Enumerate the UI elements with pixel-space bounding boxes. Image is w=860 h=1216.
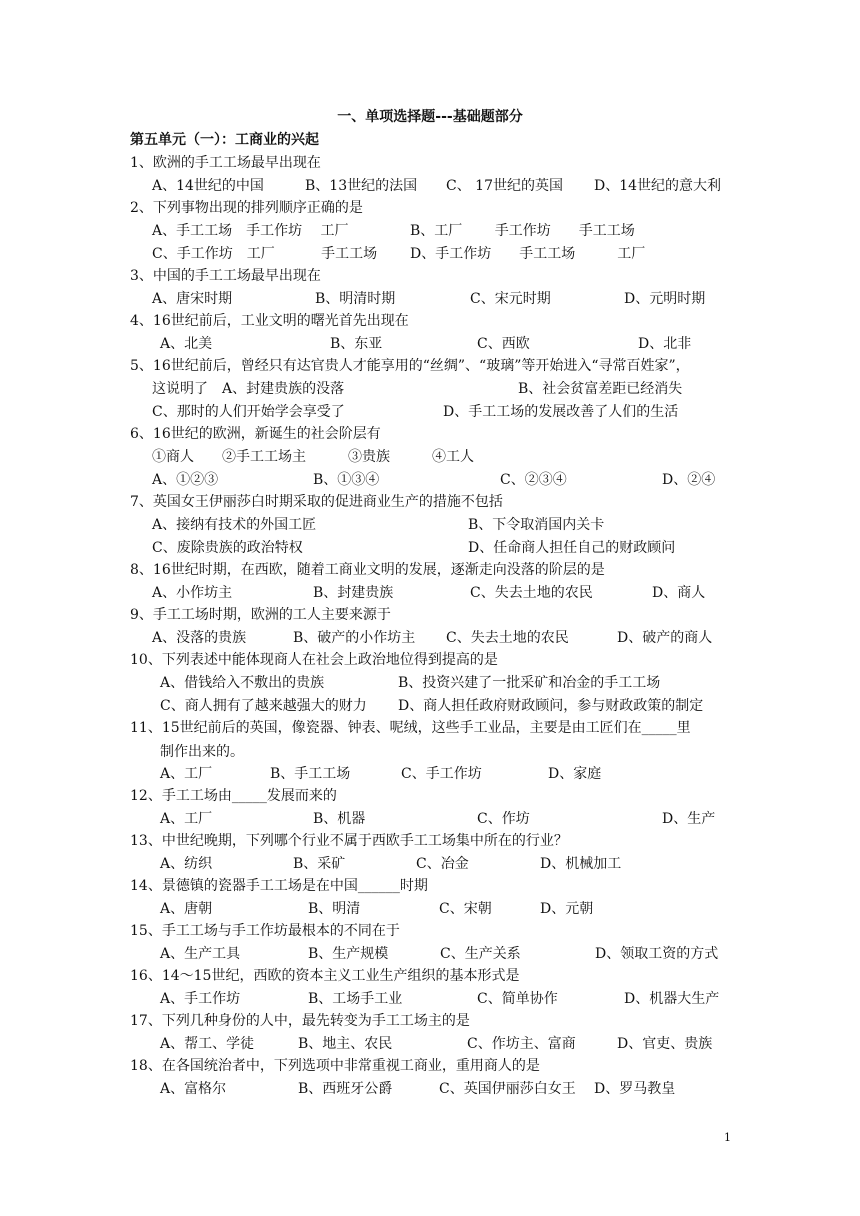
answer-option: A、唐宋时期	[152, 291, 233, 307]
answer-option: C、那时的人们开始学会享受了	[152, 404, 345, 420]
answer-option: 这说明了 A、封建贵族的没落	[152, 381, 345, 397]
question-stem: 13、中世纪晚期，下列哪个行业不属于西欧手工工场集中所在的行业？	[130, 833, 568, 849]
answer-option: C、冶金	[416, 856, 469, 872]
answer-option: A、工厂	[160, 766, 213, 782]
answer-option: B、生产规模	[308, 946, 389, 962]
answer-option: C、英国伊丽莎白女王	[439, 1081, 576, 1097]
question-stem: 18、在各国统治者中，下列选项中非常重视工商业，重用商人的是	[130, 1058, 540, 1074]
answer-option: A、手工作坊	[160, 991, 241, 1007]
answer-option: A、唐朝	[160, 901, 213, 917]
answer-option: A、生产工具	[160, 946, 241, 962]
answer-option: C、西欧	[477, 336, 530, 352]
answer-option: D、14世纪的意大利	[594, 178, 722, 194]
answer-option: D、破产的商人	[617, 630, 713, 646]
section-title: 一、单项选择题---基础题部分	[337, 109, 523, 125]
question-stem: 16、14～15世纪，西欧的资本主义工业生产组织的基本形式是	[130, 968, 520, 984]
answer-option: B、机器	[313, 811, 366, 827]
answer-option: D、机械加工	[540, 856, 622, 872]
answer-option: C、商人拥有了越来越强大的财力	[160, 698, 367, 714]
answer-option: D、任命商人担任自己的财政顾问	[468, 540, 676, 556]
answer-option: A、借钱给入不敷出的贵族	[160, 675, 325, 691]
answer-option: B、明清时期	[315, 291, 396, 307]
answer-option: A、接纳有技术的外国工匠	[152, 517, 317, 533]
question-stem: 1、欧洲的手工工场最早出现在	[130, 155, 321, 171]
answer-option: D、罗马教皇	[594, 1081, 676, 1097]
answer-option: C、②③④	[500, 472, 567, 488]
answer-option: A、①②③	[152, 472, 219, 488]
question-stem: 14、景德镇的瓷器手工工场是在中国______时期	[130, 878, 428, 894]
answer-option: A、帮工、学徒	[160, 1036, 255, 1052]
answer-option: B、社会贫富差距已经消失	[518, 381, 683, 397]
question-stem: 15、手工工场与手工作坊最根本的不同在于	[130, 923, 400, 939]
answer-option: B、破产的小作坊主	[293, 630, 416, 646]
answer-option: D、官吏、贵族	[617, 1036, 713, 1052]
question-stem: 8、16世纪时期，在西欧，随着工商业文明的发展，逐渐走向没落的阶层的是	[130, 562, 605, 578]
answer-option: A、富格尔	[160, 1081, 227, 1097]
answer-option: A、14世纪的中国	[152, 178, 264, 194]
question-stem: 9、手工工场时期，欧洲的工人主要来源于	[130, 607, 391, 623]
question-stem: 4、16世纪前后，工业文明的曙光首先出现在	[130, 313, 409, 329]
question-stem: 3、中国的手工工场最早出现在	[130, 268, 321, 284]
answer-option: C、宋元时期	[470, 291, 551, 307]
answer-option: B、手工工场	[270, 766, 351, 782]
answer-option: D、元朝	[540, 901, 594, 917]
question-text: 制作出来的。	[160, 744, 244, 760]
answer-option: B、下令取消国内关卡	[468, 517, 605, 533]
answer-option: B、地主、农民	[298, 1036, 393, 1052]
answer-option: D、手工作坊 手工工场 工厂	[410, 246, 646, 262]
answer-option: D、生产	[662, 811, 716, 827]
answer-option: B、投资兴建了一批采矿和冶金的手工工场	[398, 675, 661, 691]
answer-option: D、②④	[662, 472, 716, 488]
answer-option: D、商人	[652, 585, 706, 601]
answer-option: B、①③④	[313, 472, 380, 488]
unit-title: 第五单元（一）：工商业的兴起	[130, 132, 319, 148]
answer-option: D、元明时期	[624, 291, 706, 307]
answer-option: B、西班牙公爵	[298, 1081, 393, 1097]
question-stem: 17、下列几种身份的人中，最先转变为手工工场主的是	[130, 1013, 470, 1029]
answer-option: A、工厂	[160, 811, 213, 827]
answer-option: C、手工作坊 工厂 手工工场	[152, 246, 378, 262]
question-stem: 11、15世纪前后的英国，像瓷器、钟表、呢绒，这些手工业品，主要是由工匠们在_____里	[130, 720, 691, 736]
answer-option: C、简单协作	[477, 991, 558, 1007]
question-stem: 12、手工工场由_____发展而来的	[130, 788, 337, 804]
answer-option: C、宋朝	[439, 901, 492, 917]
answer-option: C、生产关系	[440, 946, 521, 962]
answer-option: C、失去土地的农民	[470, 585, 593, 601]
answer-option: D、商人担任政府财政顾问，参与财政政策的制定	[398, 698, 704, 714]
question-text: ①商人 ②手工工场主 ③贵族 ④工人	[152, 449, 474, 465]
answer-option: C、作坊	[477, 811, 530, 827]
answer-option: B、采矿	[293, 856, 346, 872]
answer-option: B、工场手工业	[308, 991, 403, 1007]
answer-option: B、封建贵族	[313, 585, 394, 601]
answer-option: D、手工工场的发展改善了人们的生活	[443, 404, 679, 420]
answer-option: B、工厂 手工作坊 手工工场	[410, 223, 635, 239]
answer-option: B、东亚	[330, 336, 383, 352]
question-stem: 5、16世纪前后，曾经只有达官贵人才能享用的“丝绸”、“玻璃”等开始进入“寻常百姓家”，	[130, 358, 690, 374]
question-stem: 2、下列事物出现的排列顺序正确的是	[130, 200, 363, 216]
question-stem: 6、16世纪的欧洲，新诞生的社会阶层有	[130, 426, 381, 442]
answer-option: C、 17世纪的英国	[446, 178, 563, 194]
page-number: 1	[724, 1131, 731, 1144]
answer-option: A、没落的贵族	[152, 630, 247, 646]
answer-option: D、家庭	[548, 766, 602, 782]
answer-option: D、北非	[638, 336, 692, 352]
answer-option: A、纺织	[160, 856, 213, 872]
answer-option: D、领取工资的方式	[595, 946, 719, 962]
answer-option: B、13世纪的法国	[305, 178, 418, 194]
answer-option: C、作坊主、富商	[467, 1036, 576, 1052]
answer-option: A、手工工场 手工作坊 工厂	[152, 223, 349, 239]
answer-option: D、机器大生产	[624, 991, 720, 1007]
answer-option: B、明清	[308, 901, 361, 917]
answer-option: C、失去土地的农民	[446, 630, 569, 646]
answer-option: A、小作坊主	[152, 585, 233, 601]
question-stem: 7、英国女王伊丽莎白时期采取的促进商业生产的措施不包括	[130, 494, 503, 510]
answer-option: A、北美	[160, 336, 213, 352]
answer-option: C、手工作坊	[401, 766, 482, 782]
question-stem: 10、下列表述中能体现商人在社会上政治地位得到提高的是	[130, 652, 498, 668]
answer-option: C、废除贵族的政治特权	[152, 540, 303, 556]
